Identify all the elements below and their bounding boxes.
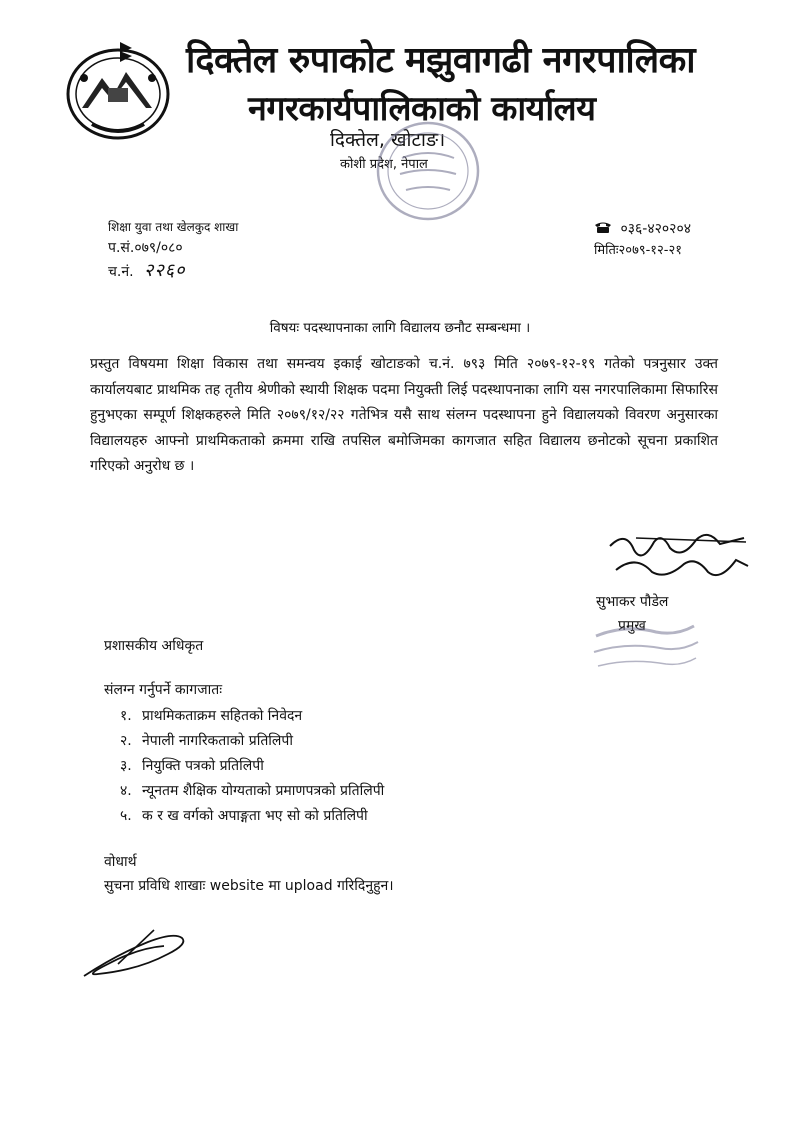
phone-number-text: ०३६-४२०२०४ [620,221,692,237]
list-item [120,779,384,804]
initials-mark [78,924,188,982]
signatory-name: सुभाकर पौडेल [596,594,669,610]
list-item-text: न्यूनतम शैक्षिक योग्यताको प्रमाणपत्रको प्रतिलिपी [142,783,385,799]
dispatch-number [108,258,185,282]
list-item-number: २. [120,733,132,749]
signatory-role: प्रमुख [618,618,646,634]
recipient: प्रशासकीय अधिकृत [104,638,204,654]
phone-number [594,219,691,238]
information-line: सुचना प्रविधि शाखाः website मा upload गरिदिनुहुन। [104,878,394,894]
list-item [120,729,384,754]
list-item-number: ४. [120,783,132,799]
nepal-emblem-icon [62,38,174,142]
attachments-list [120,704,384,829]
letter-body: प्रस्तुत विषयमा शिक्षा विकास तथा समन्वय इकाई खोटाङको च.नं. ७९३ मिति २०७९-१२-१९ गतेको पत्रनुसार उक्त कार्यालयबाट प्राथमिक तह तृतीय श्रेणीको स्थायी शिक्षक पदमा नियुक्ती लिई पदस्थापनाका लागि यस नगरपालिकामा सिफारिस हुनुभएका सम्पूर्ण शिक्षकहरुले मिति २०७९/१२/२२ गतेभित्र यसै साथ संलग्न पदस्थापना हुने विद्यालयको विवरण अनुसारका विद्यालयहरु आफ्नो प्राथमिकताको क्रममा राखि तपसिल बमोजिमका कागजात सहित विद्यालय छनोटको सूचना प्रकाशित गरिएको अनुरोध छ । [90,356,718,474]
branch-name: शिक्षा युवा तथा खेलकुद शाखा [108,220,239,234]
office-name: नगरकार्यपालिकाको कार्यालय [248,89,596,129]
list-item-text: नियुक्ति पत्रको प्रतिलिपी [142,758,264,774]
list-item [120,804,384,829]
designation-stamp-icon [586,616,704,674]
dispatch-number-value: २२६० [144,260,186,281]
office-location: दिक्तेल, खोटाङ। [330,129,446,151]
municipality-name: दिक्तेल रुपाकोट मझुवागढी नगरपालिका [186,40,696,81]
attachments-heading: संलग्न गर्नुपर्ने कागजातः [104,682,223,698]
list-item-text: प्राथमिकताक्रम सहितको निवेदन [142,708,303,724]
list-item [120,754,384,779]
fiscal-reference: प.सं.०७९/०८० [108,240,183,256]
letter-date: मितिः२०७९-१२-२१ [594,243,683,258]
list-item [120,704,384,729]
list-item-text: नेपाली नागरिकताको प्रतिलिपी [142,733,293,749]
office-stamp-icon [372,118,484,224]
telephone-icon [594,221,612,234]
list-item-number: १. [120,708,132,724]
handwritten-signature [596,520,756,590]
letter-subject: विषयः पदस्थापनाका लागि विद्यालय छनौट सम्बन्धमा । [269,320,531,336]
list-item-text: क र ख वर्गको अपाङ्गता भए सो को प्रतिलिपी [142,808,368,824]
province-line: कोशी प्रदेश, नेपाल [340,157,428,172]
dispatch-number-label: च.नं. [108,264,134,280]
list-item-number: ३. [120,758,132,774]
list-item-number: ५. [120,808,132,824]
information-heading: वोधार्थ [104,854,137,870]
